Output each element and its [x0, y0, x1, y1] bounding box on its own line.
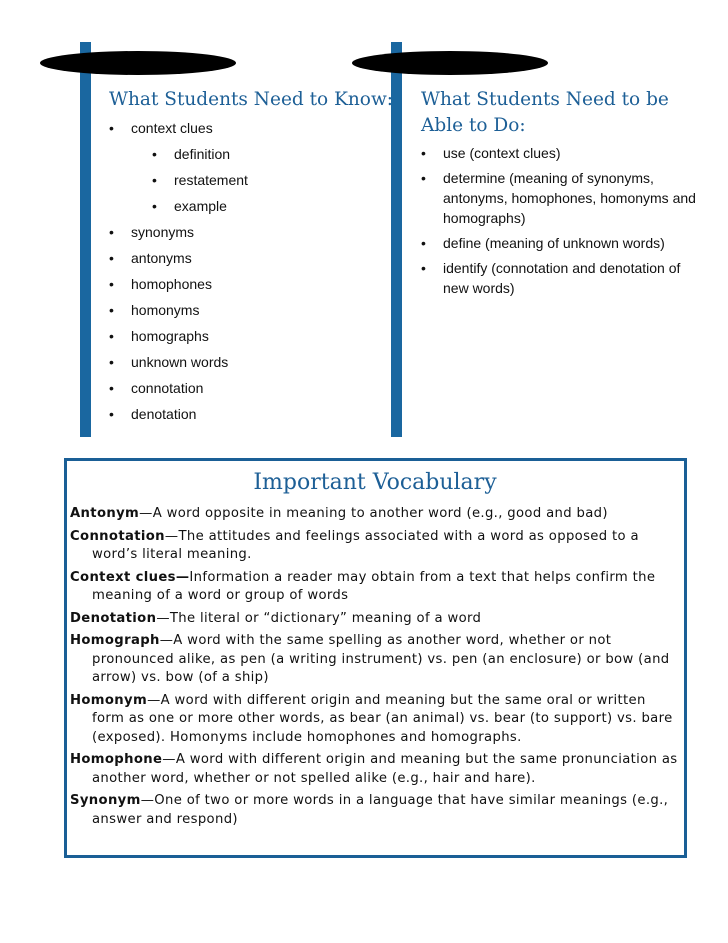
- list-item: • denotation: [131, 401, 371, 427]
- list-item: • use (context clues): [443, 143, 708, 163]
- vocab-separator: —: [156, 610, 170, 626]
- vocab-separator: —: [159, 633, 174, 648]
- do-heading: [421, 87, 669, 139]
- vocab-term: Synonym: [70, 793, 141, 808]
- left-column-bar: [80, 42, 91, 437]
- list-item: • unknown words: [131, 349, 371, 375]
- vocab-term: Homograph: [70, 633, 160, 648]
- do-heading-line2: Able to Do:: [421, 115, 526, 136]
- vocab-definition: A word with the same spelling as another word, whether or not pronounced alike, as pen (a writing instrument) vs. pen (an enclosure) or bow (and arrow) vs. bow (of a ship): [92, 633, 670, 685]
- vocab-term: Denotation: [70, 610, 157, 626]
- vocab-term: Connotation: [70, 528, 165, 544]
- vocab-definition: Information a reader may obtain from a text that helps confirm the meaning of a word or group of words: [92, 569, 656, 603]
- vocab-entry: [70, 632, 680, 688]
- list-item: • homonyms: [131, 297, 371, 323]
- do-list: [443, 143, 708, 303]
- do-heading-line1: What Students Need to be: [421, 89, 669, 110]
- vocab-entry: [70, 792, 680, 829]
- vocab-definition: One of two or more words in a language that have similar meanings (e.g., answer and respond): [92, 793, 669, 827]
- sub-list-item: • definition: [174, 141, 371, 167]
- vocab-entry: [70, 610, 680, 629]
- left-oval-decoration: [40, 51, 236, 75]
- vocab-separator: —: [139, 506, 153, 521]
- list-item: • determine (meaning of synonyms, antonyms, homophones, homonyms and homographs): [443, 168, 708, 228]
- vocab-separator: —: [164, 528, 179, 544]
- list-item: • synonyms: [131, 219, 371, 245]
- vocab-separator: —: [140, 793, 155, 808]
- vocabulary-definitions: [70, 505, 680, 833]
- vocab-entry: [70, 528, 680, 565]
- list-item: • antonyms: [131, 245, 371, 271]
- vocab-term: Antonym: [70, 506, 140, 521]
- vocab-definition: A word with different origin and meaning but the same oral or written form as one or more other words, as bear (an animal) vs. bear (to support) vs. bare (exposed). Homonyms include homophones and homographs.: [92, 692, 673, 745]
- sub-list-item: • example: [174, 193, 371, 219]
- vocab-definition: The attitudes and feelings associated with a word as opposed to a word’s literal meaning.: [92, 528, 639, 562]
- vocab-separator: —: [162, 752, 176, 767]
- list-item: • homophones: [131, 271, 371, 297]
- list-item: • connotation: [131, 375, 371, 401]
- know-list: [131, 115, 371, 427]
- vocab-entry: [70, 505, 680, 524]
- vocab-separator: —: [147, 692, 161, 708]
- vocab-entry: [70, 569, 680, 606]
- vocab-term: Context clues—: [70, 569, 190, 585]
- right-oval-decoration: [352, 51, 548, 75]
- vocab-definition: The literal or “dictionary” meaning of a word: [169, 610, 482, 626]
- list-item: • context clues: [131, 115, 371, 141]
- list-item: • homographs: [131, 323, 371, 349]
- vocab-definition: A word with different origin and meaning but the same pronunciation as another word, whether or not spelled alike (e.g., hair and hare).: [92, 752, 678, 786]
- vocab-entry: [70, 751, 680, 788]
- vocabulary-title: Important Vocabulary: [253, 470, 497, 495]
- vocab-definition: A word opposite in meaning to another word (e.g., good and bad): [152, 506, 608, 521]
- vocab-entry: [70, 692, 680, 748]
- know-heading: What Students Need to Know:: [109, 89, 394, 110]
- list-item: • define (meaning of unknown words): [443, 233, 708, 253]
- sub-list-item: • restatement: [174, 167, 371, 193]
- vocab-term: Homophone: [70, 752, 163, 767]
- list-item: • identify (connotation and denotation of new words): [443, 258, 708, 298]
- vocab-term: Homonym: [70, 692, 148, 708]
